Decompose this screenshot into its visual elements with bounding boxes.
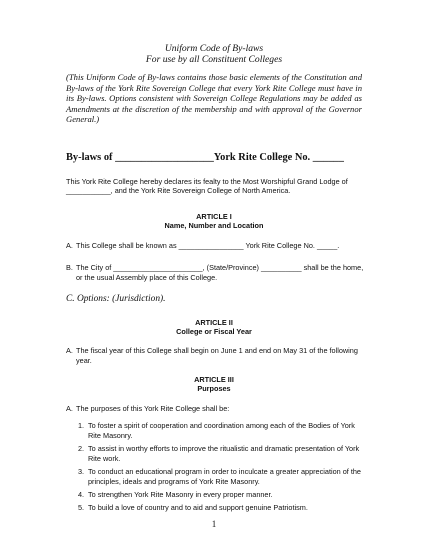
item-label: B. — [66, 263, 73, 272]
item-text: The City of ______________________, (State/Province) __________ shall be the home, or the usual Assembly place of this College. — [76, 263, 364, 282]
article-2-title: College or Fiscal Year — [176, 327, 252, 336]
purpose-2 — [78, 444, 364, 463]
document-subtitle: For use by all Constituent Colleges — [145, 54, 283, 65]
item-label: A. — [66, 241, 73, 250]
article-1-number: ARTICLE I — [196, 212, 232, 221]
purpose-number: 4. — [78, 490, 85, 499]
page-number: 1 — [211, 519, 217, 529]
purpose-number: 2. — [78, 444, 85, 453]
item-label: A. — [66, 404, 73, 413]
purpose-text: To build a love of country and to aid and support genuine Patriotism. — [88, 503, 308, 512]
bylaws-heading: By-laws of ___________________York Rite College No. ______ — [66, 152, 344, 163]
article-1-item-a — [66, 241, 364, 251]
document-title: Uniform Code of By-laws — [164, 43, 264, 54]
article-2-item-a — [66, 346, 364, 365]
item-label: A. — [66, 346, 73, 355]
purpose-4 — [78, 490, 364, 500]
article-1-item-b — [66, 263, 364, 282]
purpose-1 — [78, 421, 364, 440]
article-3-number: ARTICLE III — [194, 375, 234, 384]
item-text: The purposes of this York Rite College shall be: — [76, 404, 230, 413]
purpose-text: To assist in worthy efforts to improve the ritualistic and dramatic presentation of York Rite work. — [88, 444, 360, 463]
purpose-text: To strengthen York Rite Masonry in every proper manner. — [88, 490, 273, 499]
purpose-text: To conduct an educational program in order to inculcate a greater appreciation of the principles, ideals and programs of York Rite Masonry. — [88, 467, 361, 486]
purpose-3 — [78, 467, 364, 486]
purpose-number: 1. — [78, 421, 85, 430]
article-3-title: Purposes — [197, 384, 231, 393]
article-1-title: Name, Number and Location — [164, 221, 264, 230]
purpose-number: 3. — [78, 467, 85, 476]
options-note: C. Options: (Jurisdiction). — [66, 294, 166, 304]
article-3-item-a — [66, 404, 364, 414]
item-text: This College shall be known as ________________ York Rite College No. _____. — [76, 241, 340, 250]
article-2-number: ARTICLE II — [195, 318, 233, 327]
preamble-note: (This Uniform Code of By-laws contains those basic elements of the Constitution and By-laws of the York Rite Sovereign College that every York Rite College must have in its By-laws. Options consistent with Sovereign College Regulations may be added as Amendments at the discretion of the membership and with approval of the Governor General.) — [66, 72, 362, 125]
purpose-number: 5. — [78, 503, 85, 512]
item-text: The fiscal year of this College shall begin on June 1 and end on May 31 of the following year. — [76, 346, 358, 365]
purpose-5 — [78, 503, 364, 513]
intro-paragraph: This York Rite College hereby declares its fealty to the Most Worshipful Grand Lodge of ___________, and the York Rite Sovereign College of North America. — [66, 177, 348, 196]
purpose-text: To foster a spirit of cooperation and coordination among each of the Bodies of York Rite Masonry. — [88, 421, 355, 440]
